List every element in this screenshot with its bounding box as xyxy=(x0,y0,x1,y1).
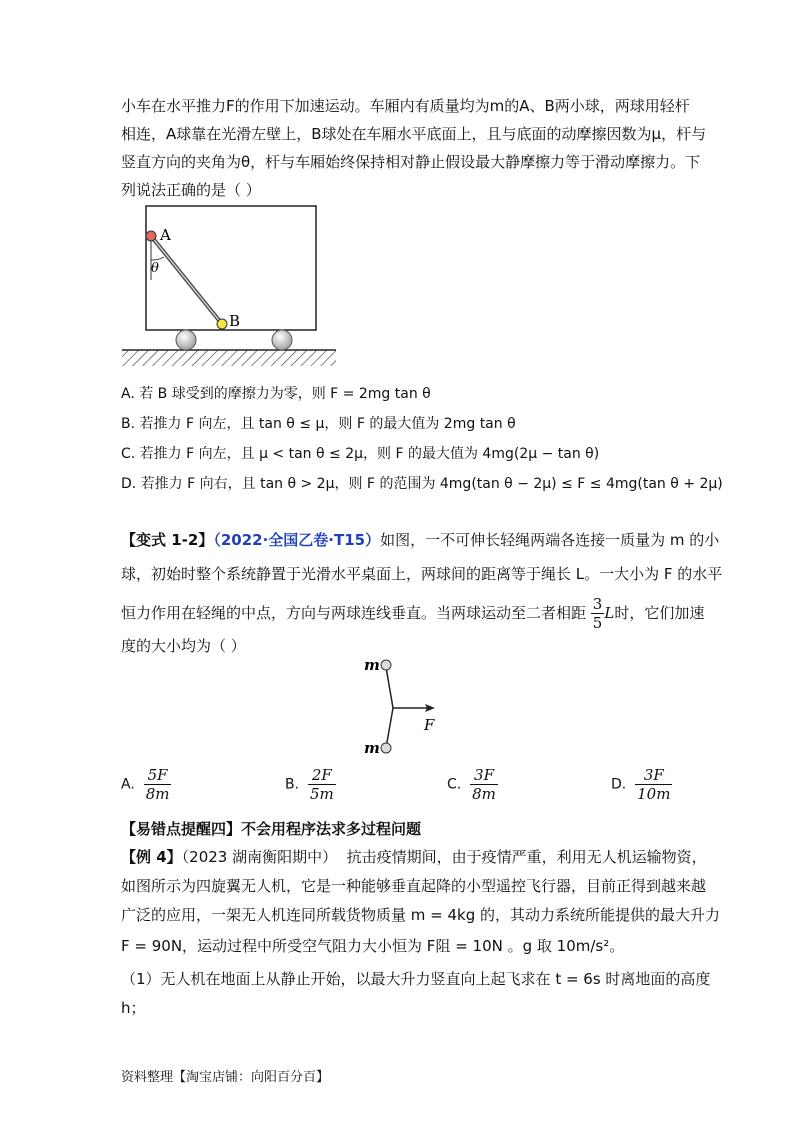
upper-rope xyxy=(386,667,393,708)
variant-line-3 xyxy=(121,594,704,632)
question-1-line-2: h； xyxy=(121,999,146,1017)
problem-line-1: 小车在水平推力F的作用下加速运动。车厢内有质量均为m的A、B两小球，两球用轻杆 xyxy=(121,97,690,115)
problem-line-3: 竖直方向的夹角为θ，杆与车厢始终保持相对静止假设最大静摩擦力等于滑动摩擦力。下 xyxy=(121,153,701,171)
left-wheel xyxy=(176,330,196,350)
example-line-1-text: 抗击疫情期间，由于疫情严重，利用无人机运输物资， xyxy=(346,848,707,866)
ground-hatch xyxy=(122,350,336,366)
variant-option-d: D. $\frac{3F}{10m}$ xyxy=(611,766,671,803)
ball-b xyxy=(217,319,227,329)
variant-line-3-post: 时，它们加速 xyxy=(614,604,705,622)
label-a: A xyxy=(160,226,171,244)
variant-label: 【变式 1-2】 xyxy=(121,531,214,549)
right-wheel xyxy=(272,330,292,350)
bottom-mass-label: m xyxy=(364,739,380,757)
option-a: A. 若 B 球受到的摩擦力为零，则 F = 2mg tan θ xyxy=(121,386,431,402)
length-symbol: L xyxy=(604,604,615,622)
footer-text: 资料整理【淘宝店铺：向阳百分百】 xyxy=(121,1070,330,1085)
variant-line-2: 球，初始时整个系统静置于光滑水平桌面上，两球间的距离等于绳长 L。一大小为 F 的水平 xyxy=(121,565,723,583)
problem-line-2: 相连，A球靠在光滑左壁上，B球处在车厢水平底面上，且与底面的动摩擦因数为μ，杆与 xyxy=(121,125,707,143)
variant-option-a: A. $\frac{5F}{8m}$ xyxy=(121,766,170,803)
label-b: B xyxy=(229,312,241,330)
top-ball xyxy=(381,660,391,670)
variant-source: （2022·全国乙卷·T15） xyxy=(213,531,381,549)
force-label: F xyxy=(424,716,435,734)
ball-a xyxy=(146,231,156,241)
cart-figure xyxy=(120,200,340,370)
section-heading: 【易错点提醒四】不会用程序法求多过程问题 xyxy=(121,820,422,838)
variant-line-1 xyxy=(121,530,719,550)
variant-line-4: 度的大小均为（ ） xyxy=(121,637,246,655)
example-line-2: 如图所示为四旋翼无人机，它是一种能够垂直起降的小型遥控飞行器，目前正得到越来越 xyxy=(121,877,707,895)
example-line-1 xyxy=(121,847,707,867)
example-line-4: F = 90N，运动过程中所受空气阻力大小恒为 F阻 = 10N 。g 取 10m/s²。 xyxy=(121,937,625,955)
lower-rope xyxy=(386,708,393,748)
option-c: C. 若推力 F 向左，且 μ < tan θ ≤ 2μ，则 F 的最大值为 4mg(2μ − tan θ) xyxy=(121,446,600,462)
fraction-three-fifths: $\frac{3}{5}$ xyxy=(592,595,603,632)
variant-line-3-pre: 恒力作用在轻绳的中点，方向与两球连线垂直。当两球运动至二者相距 xyxy=(121,604,587,622)
example-label: 【例 4】 xyxy=(121,848,182,866)
problem-line-4: 列说法正确的是（ ） xyxy=(121,181,261,199)
top-mass-label: m xyxy=(364,656,380,674)
option-d: D. 若推力 F 向右，且 tan θ > 2μ，则 F 的范围为 4mg(tan θ − 2μ) ≤ F ≤ 4mg(tan θ + 2μ) xyxy=(121,476,723,492)
variant-option-b: B. $\frac{2F}{5m}$ xyxy=(285,766,334,803)
label-theta: θ xyxy=(151,261,159,276)
rope-figure xyxy=(355,652,465,762)
bottom-ball xyxy=(381,743,391,753)
variant-option-c: C. $\frac{3F}{8m}$ xyxy=(447,766,496,803)
question-1-line-1: （1）无人机在地面上从静止开始，以最大升力竖直向上起飞求在 t = 6s 时离地面的高度 xyxy=(121,970,711,988)
example-source: （2023 湖南衡阳期中） xyxy=(181,848,338,866)
example-line-3: 广泛的应用，一架无人机连同所载货物质量 m = 4kg 的，其动力系统所能提供的最大升力 xyxy=(121,906,721,924)
variant-line-1-text: 如图，一不可伸长轻绳两端各连接一质量为 m 的小 xyxy=(380,531,720,549)
option-b: B. 若推力 F 向左，且 tan θ ≤ μ，则 F 的最大值为 2mg tan θ xyxy=(121,416,516,432)
